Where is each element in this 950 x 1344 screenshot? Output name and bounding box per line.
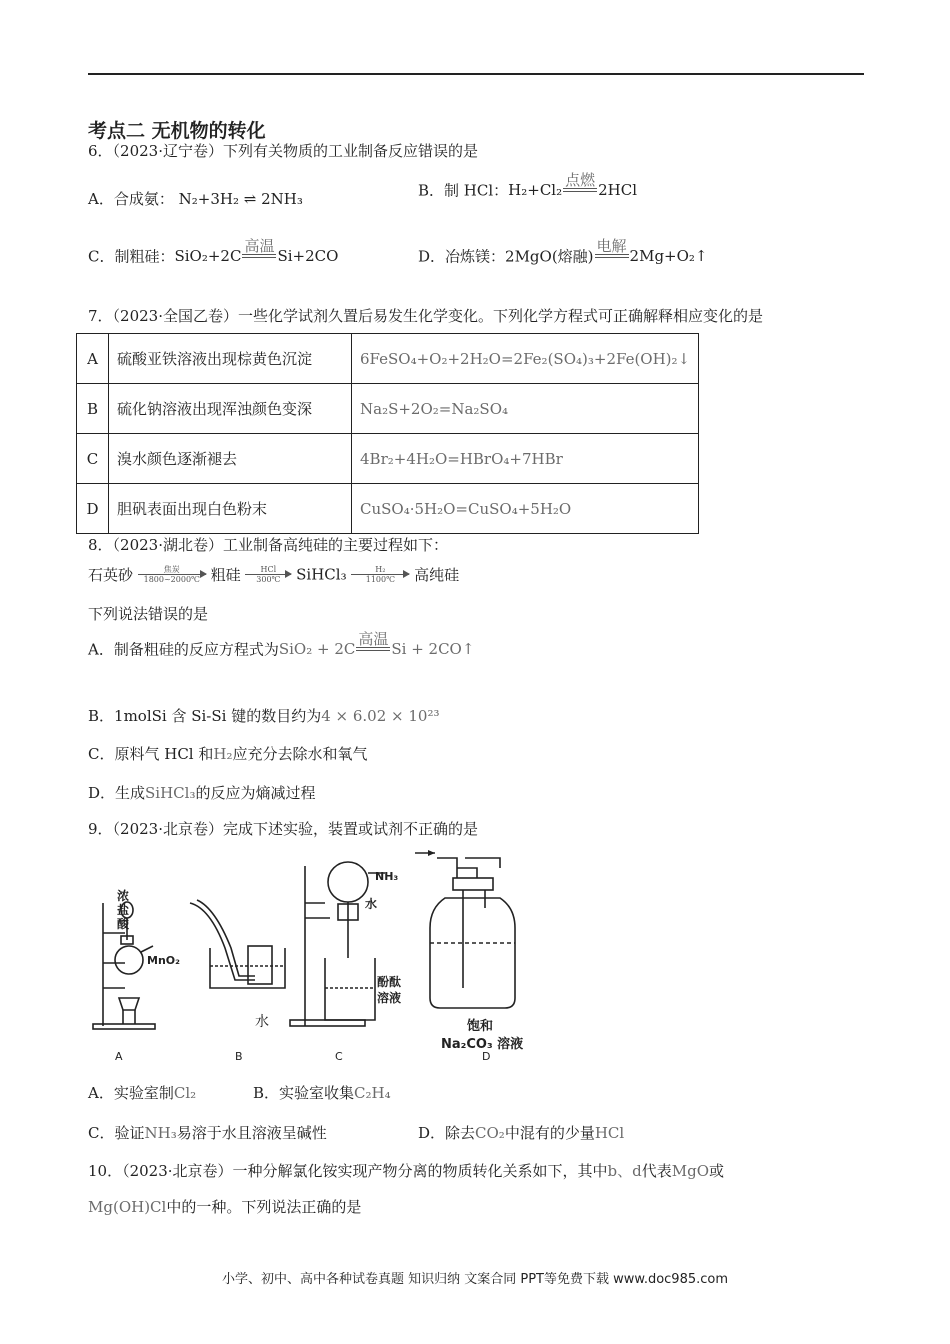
- q7-key-b: B: [77, 384, 109, 434]
- q8-b-label: B．1molSi 含 Si-Si 键的数目约为: [88, 707, 322, 725]
- q9-a-pre: A．实验室制: [88, 1084, 174, 1102]
- q6-c-condition: 高温: [242, 238, 276, 274]
- q7-table: [76, 333, 699, 534]
- q9-d-formula: CO₂: [475, 1124, 505, 1142]
- q9-c-label-phenol-1: 酚酞: [377, 975, 402, 989]
- q10-line1-mgo: MgO: [671, 1162, 710, 1180]
- q6-a-label: A．合成氨：: [88, 190, 174, 208]
- q9-d-post: 中混有的少量: [504, 1124, 595, 1142]
- q7-equation-a: 6FeSO₄+O₂+2H₂O=2Fe₂(SO₄)₃+2Fe(OH)₂↓: [352, 334, 699, 384]
- q8-c-formula: H₂: [213, 745, 233, 763]
- apparatus-b: [190, 900, 285, 988]
- q8-option-c: [88, 743, 368, 764]
- q8-d-post: 的反应为熵减过程: [195, 784, 316, 802]
- q8-option-b: [88, 705, 439, 726]
- q8-a-label: A．制备粗硅的反应方程式为: [88, 640, 279, 659]
- q9-option-c: [88, 1122, 327, 1143]
- q6-a-formula: N₂+3H₂ ⇌ 2NH₃: [178, 190, 303, 208]
- q8-option-a: [88, 631, 474, 667]
- q9-b-label-water: 水: [255, 1014, 269, 1030]
- q9-option-d: [418, 1122, 624, 1143]
- q9-b-formula: C₂H₄: [354, 1084, 391, 1102]
- q8-stem: 8．（2023·湖北卷）工业制备高纯硅的主要过程如下：: [88, 536, 448, 554]
- q6-d-condition: 电解: [595, 238, 629, 274]
- table-row: [77, 334, 699, 384]
- q7-equation-d: CuSO₄·5H₂O=CuSO₄+5H₂O: [352, 484, 699, 534]
- q9-option-a: [88, 1082, 196, 1103]
- q8-flow-step-3: SiHCl₃: [296, 565, 347, 584]
- q6-option-b: [418, 172, 637, 208]
- q8-flow-arrow-1: 焦炭 1800~2000℃: [138, 565, 206, 584]
- q6-c-label: C．制粗硅：: [88, 247, 175, 266]
- q9-a-label-3: 酸: [117, 917, 130, 931]
- q9-caption-b: B: [235, 1050, 243, 1063]
- q7-equation-b: Na₂S+2O₂=Na₂SO₄: [352, 384, 699, 434]
- q9-caption-c: C: [335, 1050, 343, 1063]
- table-row: [77, 484, 699, 534]
- q8-d-formula: SiHCl₃: [145, 784, 196, 802]
- q8-prompt: 下列说法错误的是: [88, 605, 209, 623]
- q6-d-right: 2Mg+O₂↑: [629, 247, 708, 265]
- q8-c-post: 应充分去除水和氧气: [232, 745, 368, 763]
- q9-a-label-mno2: MnO₂: [147, 954, 180, 967]
- q8-flow-step-4: 高纯硅: [414, 566, 460, 584]
- q9-b-pre: B．实验室收集: [253, 1084, 355, 1102]
- q9-d-label-2: Na₂CO₃ 溶液: [441, 1037, 524, 1052]
- q6-stem: 6．（2023·辽宁卷）下列有关物质的工业制备反应错误的是: [88, 142, 478, 160]
- q10-line1-vars: b、d: [607, 1162, 642, 1180]
- q6-b-label: B．制 HCl：: [418, 181, 509, 200]
- q10-line1-mid: 代表: [641, 1162, 672, 1180]
- q6-option-a: [88, 188, 303, 209]
- q9-d-pre: D．除去: [418, 1124, 476, 1142]
- q10-line1-end: 或: [709, 1162, 725, 1180]
- q7-stem: 7．（2023·全国乙卷）一些化学试剂久置后易发生化学变化。下列化学方程式可正确解释相应变化的是: [88, 307, 763, 325]
- q8-b-value: 4 × 6.02 × 10²³: [321, 707, 440, 725]
- q9-c-label-nh3: NH₃: [375, 870, 399, 883]
- q9-option-b: [253, 1082, 391, 1103]
- q6-option-c: [88, 238, 338, 274]
- q7-phenomenon-b: 硫化钠溶液出现浑浊颜色变深: [109, 384, 352, 434]
- q6-d-left: 2MgO(熔融): [505, 247, 594, 266]
- q10-line-2: [88, 1196, 361, 1217]
- q8-option-d: [88, 782, 316, 803]
- q6-b-left: H₂+Cl₂: [508, 181, 563, 199]
- q6-b-condition: 点燃: [563, 172, 597, 208]
- q8-flow-step-2: 粗硅: [210, 566, 241, 584]
- q7-phenomenon-a: 硫酸亚铁溶液出现棕黄色沉淀: [109, 334, 352, 384]
- q9-apparatus-figure: [85, 848, 545, 1068]
- q9-c-label-phenol-2: 溶液: [377, 991, 402, 1005]
- q7-key-d: D: [77, 484, 109, 534]
- q8-flow-step-1: 石英砂: [88, 566, 134, 584]
- q7-equation-c: 4Br₂+4H₂O=HBrO₄+7HBr: [352, 434, 699, 484]
- q6-option-d: [418, 238, 708, 274]
- q9-caption-d: D: [482, 1050, 491, 1063]
- q9-stem: 9．（2023·北京卷）完成下述实验，装置或试剂不正确的是: [88, 820, 478, 838]
- q10-line-1: [88, 1160, 724, 1181]
- q8-d-pre: D．生成: [88, 784, 146, 802]
- q8-c-pre: C．原料气 HCl 和: [88, 745, 214, 763]
- q10-line2-formula: Mg(OH)Cl: [88, 1198, 167, 1216]
- q9-a-label-1: 浓: [117, 889, 130, 903]
- page-footer: 小学、初中、高中各种试卷真题 知识归纳 文案合同 PPT等免费下载 www.doc985.com: [221, 1272, 729, 1287]
- q6-d-label: D．冶炼镁：: [418, 247, 506, 266]
- q8-flow-arrow-2: HCl 300℃: [245, 565, 291, 584]
- q8-a-right: Si + 2CO↑: [391, 640, 475, 658]
- q10-line1-pre: 10．（2023·北京卷）一种分解氯化铵实现产物分离的物质转化关系如下，其中: [88, 1162, 608, 1180]
- q7-key-a: A: [77, 334, 109, 384]
- q9-a-label-2: 盐: [117, 903, 130, 917]
- q9-a-formula: Cl₂: [173, 1084, 197, 1102]
- section-title: 考点二 无机物的转化: [88, 120, 266, 142]
- q7-phenomenon-c: 溴水颜色逐渐褪去: [109, 434, 352, 484]
- q7-key-c: C: [77, 434, 109, 484]
- q8-flow: [88, 564, 459, 585]
- table-row: [77, 384, 699, 434]
- q8-a-condition: 高温: [356, 631, 390, 667]
- q8-a-left: SiO₂ + 2C: [278, 640, 356, 658]
- q6-c-left: SiO₂+2C: [174, 247, 242, 265]
- header-rule: [88, 73, 864, 75]
- q9-c-label-water: 水: [365, 897, 378, 911]
- q9-c-pre: C．验证: [88, 1124, 145, 1142]
- apparatus-c: [290, 862, 385, 1026]
- q9-c-formula: NH₃: [144, 1124, 177, 1142]
- q9-c-post: 易溶于水且溶液呈碱性: [176, 1124, 327, 1142]
- q10-line2-post: 中的一种。下列说法正确的是: [166, 1198, 362, 1216]
- q6-c-right: Si+2CO: [277, 247, 339, 265]
- q9-d-label-1: 饱和: [467, 1019, 494, 1034]
- q9-d-tail: HCl: [594, 1124, 625, 1142]
- q7-phenomenon-d: 胆矾表面出现白色粉末: [109, 484, 352, 534]
- table-row: [77, 434, 699, 484]
- q6-b-right: 2HCl: [598, 181, 638, 199]
- q8-flow-arrow-3: $\frac{\text{H₂}}{1100℃}$: [351, 565, 409, 584]
- apparatus-d: [415, 853, 515, 1008]
- q9-caption-a: A: [115, 1050, 123, 1063]
